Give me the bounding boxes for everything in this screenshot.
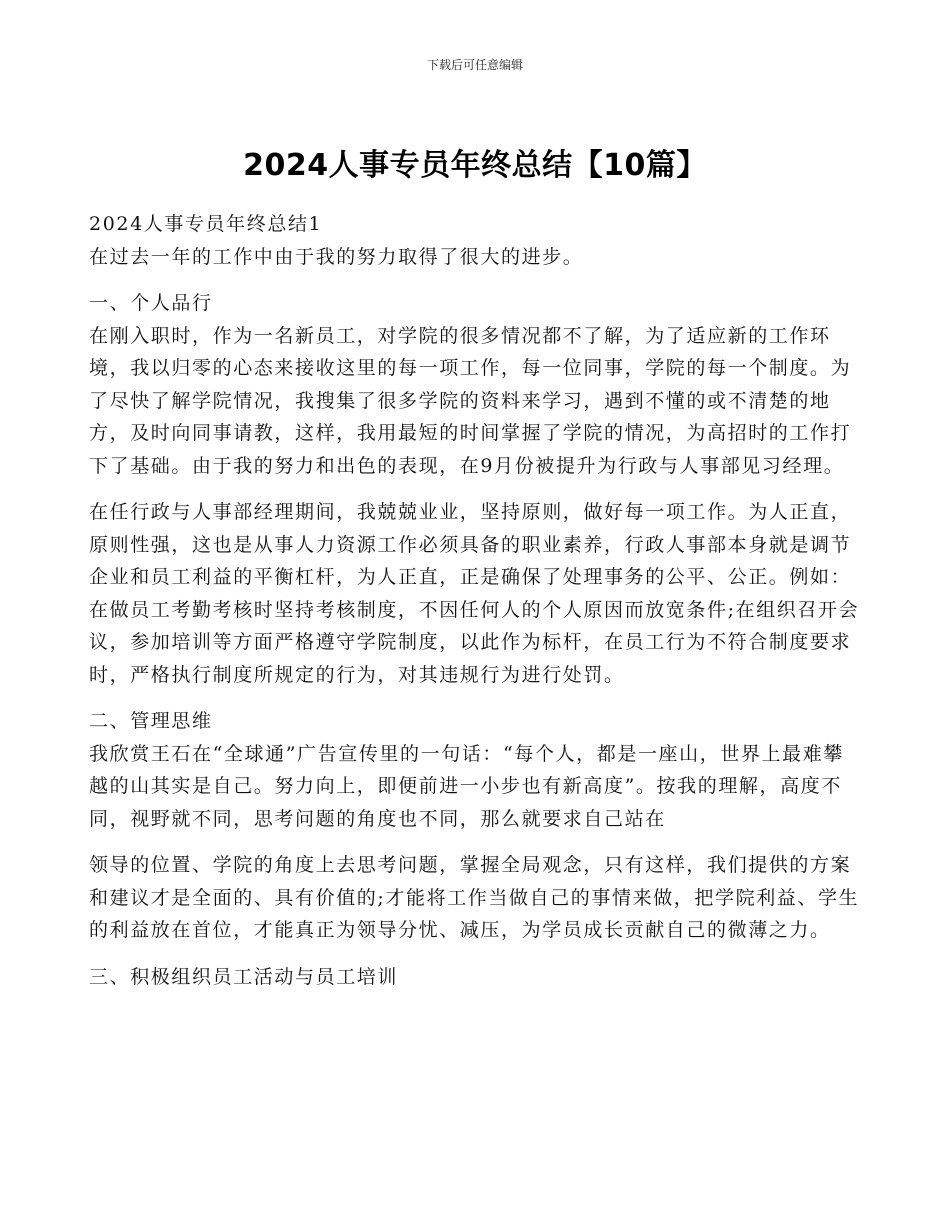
section1-paragraph-2: 在任行政与人事部经理期间，我兢兢业业，坚持原则，做好每一项工作。为人正直，原则性强，这也是从事人力资源工作必须具备的职业素养，行政人事部本身就是调节企业和员工利益的平衡杠杆，为人正直，正是确保了处理事务的公平、公正。例如：在做员工考勤考核时坚持考核制度，不因任何人的个人原因而放宽条件;在组织召开会议，参加培训等方面严格遵守学院制度，以此作为标杆，在员工行为不符合制度要求时，严格执行制度所规定的行为，对其违规行为进行处罚。 [89,501,860,686]
section1-paragraph-1: 在刚入职时，作为一名新员工，对学院的很多情况都不了解，为了适应新的工作环境，我以归零的心态来接收这里的每一项工作，每一位同事，学院的每一个制度。为了尽快了解学院情况，我搜集了很多学院的资料来学习，遇到不懂的或不清楚的地方，及时向同事请教，这样，我用最短的时间掌握了学院的情况，为高招时的工作打下了基础。由于我的努力和出色的表现，在9月份被提升为行政与人事部见习经理。 [89,324,852,477]
header-note: 下载后可任意编辑 [426,58,523,72]
section2-paragraph-1: 我欣赏王石在“全球通”广告宣传里的一句话：“每个人，都是一座山，世界上最难攀越的山其实是自己。努力向上，即便前进一小步也有新高度”。按我的理解，高度不同，视野就不同，思考问题的角度也不同，那么就要求自己站在 [89,742,844,830]
intro-paragraph: 在过去一年的工作中由于我的努力取得了很大的进步。 [89,245,584,268]
document-title: 2024人事专员年终总结【10篇】 [243,148,707,183]
subtitle: 2024人事专员年终总结1 [89,213,323,235]
document-body [89,208,861,993]
section2-heading: 二、管理思维 [89,710,213,732]
section3-heading: 三、积极组织员工活动与员工培训 [89,965,399,988]
section2-paragraph-2: 领导的位置、学院的角度上去思考问题，掌握全局观念，只有这样，我们提供的方案和建议才是全面的、具有价值的;才能将工作当做自己的事情来做，把学院利益、学生的利益放在首位，才能真正为领导分忧、减压，为学员成长贡献自己的微薄之力。 [89,854,860,941]
section1-heading: 一、个人品行 [89,292,213,314]
